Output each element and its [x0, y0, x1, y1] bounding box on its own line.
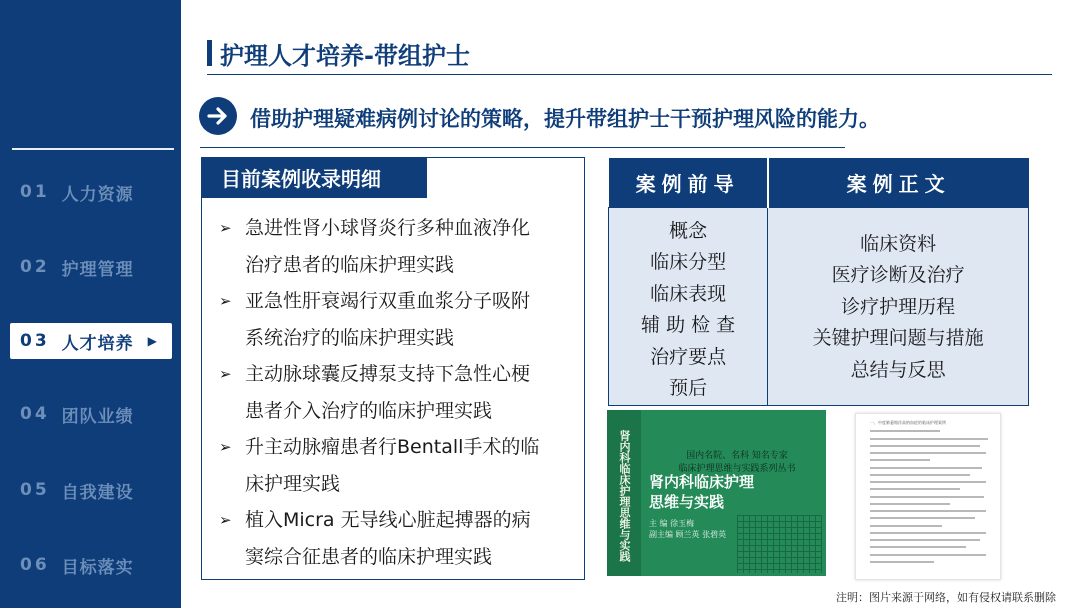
page-title: 护理人才培养-带组护士: [220, 42, 470, 70]
bullet-arrow-icon: ➢: [219, 511, 232, 529]
document-text-line: [870, 532, 986, 534]
document-text-line: [870, 503, 950, 505]
book-authors: [649, 518, 726, 540]
document-title: 一、中度肺萎缩伴高钠血症的临床护理案例: [870, 420, 946, 425]
case-text: 治疗患者的临床护理实践: [245, 253, 455, 276]
sidebar: [0, 0, 181, 608]
title-divider: [207, 74, 1052, 75]
preface-item: 辅 助 检 查: [641, 314, 736, 336]
book-series-line: 临床护理思维与实践系列丛书: [678, 464, 796, 474]
book-title-line: 肾内科临床护理: [649, 473, 755, 491]
cases-panel-title: 目前案例收录明细: [201, 157, 427, 198]
table-row: [609, 207, 1029, 405]
sidebar-item-self-development[interactable]: [0, 472, 181, 508]
document-text-line: [870, 525, 942, 527]
nav-label: 人力资源: [61, 184, 134, 205]
nav-number: 02: [20, 257, 50, 277]
book-spine: 肾内科临床护理思维与实践: [607, 410, 641, 576]
nav-label: 自我建设: [61, 482, 134, 503]
document-text-line: [870, 438, 988, 440]
bullet-arrow-icon: ➢: [219, 219, 232, 237]
case-text: 主动脉球囊反搏泵支持下急性心梗: [245, 363, 531, 385]
main-text-item: 临床资料: [860, 232, 937, 255]
book-author-line: 主 编 徐玉梅: [649, 519, 695, 528]
document-text-line: [870, 452, 986, 454]
document-preview-image: [855, 413, 1001, 580]
preface-item: 临床分型: [650, 251, 727, 273]
case-text: 急进性肾小球肾炎行多种血液净化: [245, 217, 531, 239]
nav-label: 目标落实: [61, 557, 134, 578]
preface-item: 概念: [669, 219, 708, 242]
case-text: 床护理实践: [245, 472, 341, 495]
sidebar-divider: [12, 148, 174, 150]
sidebar-item-team-performance[interactable]: [0, 396, 181, 432]
list-item: [219, 356, 579, 429]
bullet-arrow-icon: ➢: [219, 292, 232, 310]
arrow-right-icon: [199, 97, 237, 135]
sidebar-item-human-resources[interactable]: [0, 174, 181, 210]
list-item: [219, 502, 579, 575]
case-text: 亚急性肝衰竭行双重血浆分子吸附: [245, 290, 531, 312]
table-cell-preface: [609, 207, 768, 405]
sidebar-item-goal-implementation[interactable]: [0, 547, 181, 583]
nav-number: 03: [20, 331, 50, 351]
bullet-arrow-icon: ➢: [219, 438, 232, 456]
sidebar-item-nursing-management[interactable]: [0, 249, 181, 285]
document-text-line: [870, 430, 940, 432]
book-title: [649, 472, 754, 512]
case-text: 植入Micra 无导线心脏起搏器的病: [245, 509, 531, 531]
book-cover-image: [607, 410, 826, 576]
table-header: 案例正文: [768, 158, 1029, 207]
main-text-item: 诊疗护理历程: [841, 295, 956, 318]
case-text: 窦综合征患者的临床护理实践: [245, 545, 493, 568]
table-header: 案例前导: [609, 158, 768, 207]
case-text: 患者介入治疗的临床护理实践: [245, 399, 493, 422]
preface-item: 临床表现: [650, 282, 727, 305]
nav-label: 人才培养: [61, 333, 134, 354]
subheading: 借助护理疑难病例讨论的策略，提升带组护士干预护理风险的能力。: [250, 107, 880, 131]
book-title-line: 思维与实践: [649, 493, 725, 511]
document-text-line: [870, 481, 986, 483]
document-text-line: [870, 561, 934, 563]
nav-label: 团队业绩: [61, 406, 134, 427]
active-marker-icon: ▶: [147, 334, 158, 348]
book-pattern: [737, 515, 822, 573]
preface-item: 预后: [669, 377, 708, 399]
book-author-line: 副主编 顾兰英 张碧英: [649, 530, 727, 539]
list-item: [219, 429, 579, 502]
document-text-line: [870, 488, 960, 490]
document-text-line: [870, 496, 984, 498]
case-list: [219, 210, 579, 575]
table-cell-main-text: [768, 207, 1029, 405]
main-text-item: 医疗诊断及治疗: [831, 264, 965, 286]
nav-number: 01: [20, 182, 50, 202]
document-text-line: [870, 467, 982, 469]
document-text-line: [870, 459, 930, 461]
document-text-line: [870, 474, 970, 476]
document-text-line: [870, 554, 986, 556]
nav-number: 06: [20, 555, 50, 575]
nav-label: 护理管理: [61, 259, 134, 280]
document-text-line: [870, 517, 975, 519]
nav-number: 05: [20, 480, 50, 500]
bullet-arrow-icon: ➢: [219, 365, 232, 383]
document-text-line: [870, 510, 986, 512]
list-item: [219, 283, 579, 356]
document-text-line: [870, 546, 966, 548]
title-accent-bar: [207, 40, 212, 66]
nav-number: 04: [20, 404, 50, 424]
table-header-row: [609, 158, 1029, 207]
document-text-line: [870, 445, 980, 447]
document-text-line: [870, 539, 980, 541]
case-structure-table: [608, 158, 1029, 406]
sidebar-item-talent-training[interactable]: [10, 323, 172, 359]
case-text: 升主动脉瘤患者行Bentall手术的临: [245, 436, 540, 458]
list-item: [219, 210, 579, 283]
preface-item: 治疗要点: [650, 345, 727, 368]
book-series-line: 国内名院、名科 知名专家: [686, 451, 788, 461]
main-text-item: 关键护理问题与措施: [812, 327, 984, 349]
main-text-item: 总结与反思: [850, 358, 946, 381]
footnote: 注明：图片来源于网络，如有侵权请联系删除: [836, 591, 1056, 604]
case-text: 系统治疗的临床护理实践: [245, 326, 455, 349]
subheading-divider: [200, 147, 845, 148]
